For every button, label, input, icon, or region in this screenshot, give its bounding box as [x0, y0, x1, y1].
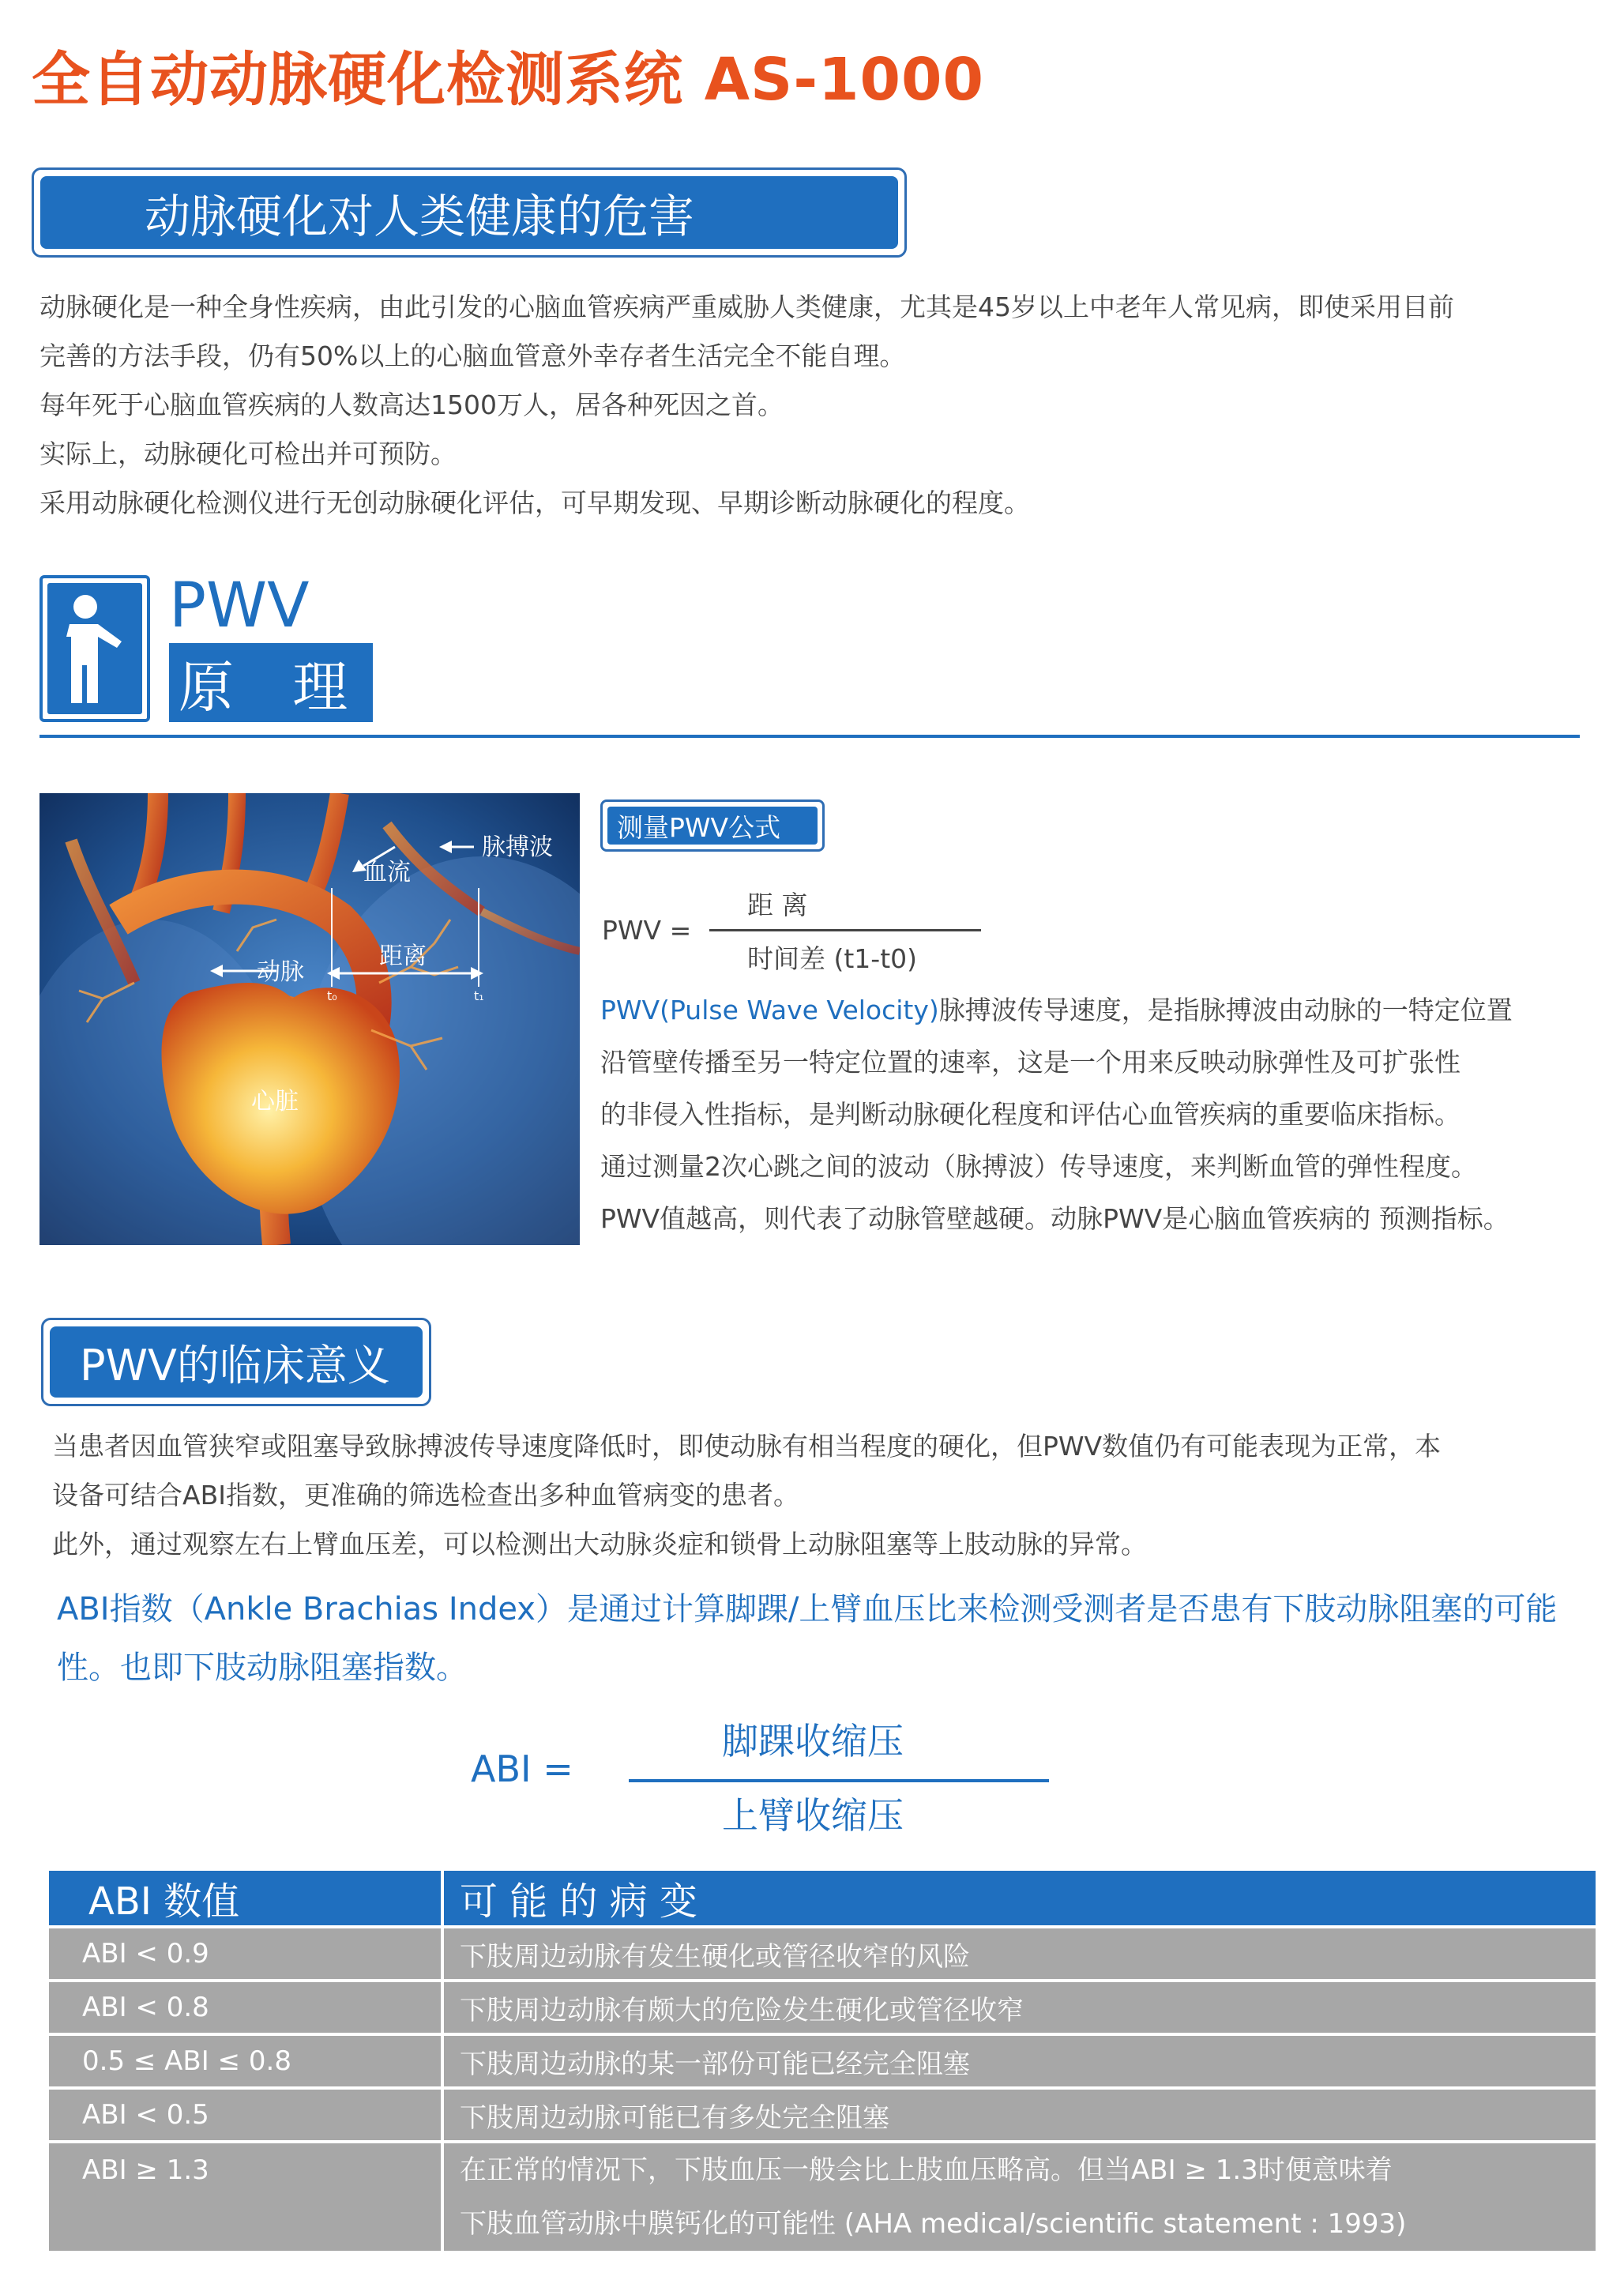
abi-definition-line: ABI指数（Ankle Brachias Index）是通过计算脚踝/上臂血压比来检测受测者是否患有下肢动脉阻塞的可能 [57, 1591, 1558, 1627]
harm-paragraph [39, 283, 1454, 528]
abi-meaning-cell: 下肢周边动脉有发生硬化或管径收窄的风险 [442, 1927, 1596, 1981]
clinical-line: 当患者因血管狭窄或阻塞导致脉搏波传导速度降低时，即使动脉有相当程度的硬化，但PWV数值仍有可能表现为正常，本 [52, 1431, 1442, 1462]
table-row [49, 2142, 1596, 2251]
abi-formula-numerator: 脚踝收缩压 [722, 1720, 904, 1763]
harm-line: 实际上，动脉硬化可检出并可预防。 [39, 438, 457, 469]
blood-flow-label: 血流 [363, 859, 411, 886]
table-row [49, 2034, 1596, 2088]
abi-value-cell: ABI < 0.5 [49, 2088, 442, 2142]
abi-header-value: ABI 数值 [49, 1871, 442, 1927]
harm-line: 采用动脉硬化检测仪进行无创动脉硬化评估，可早期发现、早期诊断动脉硬化的程度。 [39, 487, 1030, 518]
pwv-desc-line: 沿管壁传播至另一特定位置的速率，这是一个用来反映动脉弹性及可扩张性 [600, 1047, 1460, 1078]
principle-label: 原 理 [169, 643, 373, 722]
abi-value-cell: 0.5 ≤ ABI ≤ 0.8 [49, 2034, 442, 2088]
table-row [49, 1927, 1596, 1981]
abi-meaning-line: 下肢血管动脉中膜钙化的可能性 (AHA medical/scientific statement : 1993) [460, 2208, 1407, 2240]
abi-formula-bar [629, 1779, 1049, 1782]
abi-meaning-cell [442, 2142, 1596, 2251]
abi-value-cell: ABI ≥ 1.3 [49, 2142, 442, 2251]
abi-table [49, 1871, 1596, 2251]
heart-artery-illustration [39, 793, 580, 1245]
abi-formula-lhs: ABI = [471, 1748, 573, 1790]
formula-bar [709, 929, 981, 931]
pulse-wave-label: 脉搏波 [482, 833, 553, 861]
harm-line: 完善的方法手段，仍有50%以上的心脑血管意外幸存者生活完全不能自理。 [39, 340, 906, 371]
artery-label: 动脉 [257, 958, 304, 986]
pwv-desc-line: 通过测量2次心跳之间的波动（脉搏波）传导速度，来判断血管的弹性程度。 [600, 1151, 1477, 1182]
pwv-label: PWV [169, 570, 310, 641]
t1-label: t₁ [474, 988, 484, 1003]
clinical-line: 设备可结合ABI指数，更准确的筛选检查出多种血管病变的患者。 [52, 1480, 799, 1511]
section-heading-clinical-label: PWV的临床意义 [50, 1326, 423, 1398]
abi-meaning-cell: 下肢周边动脉的某一部份可能已经完全阻塞 [442, 2034, 1596, 2088]
pwv-desc-text: 脉搏波传导速度，是指脉搏波由动脉的一特定位置 [938, 995, 1513, 1025]
t0-label: t₀ [327, 988, 337, 1003]
table-row [49, 2088, 1596, 2142]
pwv-term: PWV(Pulse Wave Velocity) [600, 995, 939, 1025]
formula-lhs: PWV = [602, 915, 692, 946]
table-row [49, 1981, 1596, 2034]
abi-header-meaning: 可 能 的 病 变 [442, 1871, 1596, 1927]
heart-label: 心脏 [251, 1088, 299, 1116]
abi-value-cell: ABI < 0.9 [49, 1927, 442, 1981]
distance-label: 距离 [379, 942, 427, 970]
section-heading-clinical [41, 1318, 431, 1406]
section-divider [39, 735, 1580, 738]
presenter-icon [55, 589, 134, 708]
pwv-desc-line: PWV值越高，则代表了动脉管壁越硬。动脉PWV是心脑血管疾病的 预测指标。 [600, 1203, 1509, 1234]
abi-table-header [49, 1871, 1596, 1927]
abi-definition [57, 1580, 1557, 1697]
harm-line: 动脉硬化是一种全身性疾病，由此引发的心脑血管疾病严重威胁人类健康，尤其是45岁以上中老年人常见病，即使采用目前 [39, 292, 1454, 322]
clinical-paragraph [52, 1422, 1441, 1569]
abi-definition-line2: 性。也即下肢动脉阻塞指数。 [57, 1650, 468, 1686]
abi-meaning-line: 在正常的情况下，下肢血压一般会比上肢血压略高。但当ABI ≥ 1.3时便意味着 [460, 2154, 1393, 2186]
section-heading-harm-label: 动脉硬化对人类健康的危害 [40, 176, 898, 249]
pwv-description [600, 984, 1513, 1245]
formula-tag [600, 800, 825, 852]
page-title: 全自动动脉硬化检测系统 AS-1000 [32, 46, 984, 114]
abi-value-cell: ABI < 0.8 [49, 1981, 442, 2034]
abi-meaning-cell: 下肢周边动脉可能已有多处完全阻塞 [442, 2088, 1596, 2142]
pwv-desc-line: 的非侵入性指标，是判断动脉硬化程度和评估心血管疾病的重要临床指标。 [600, 1099, 1460, 1130]
harm-line: 每年死于心脑血管疾病的人数高达1500万人，居各种死因之首。 [39, 389, 784, 420]
formula-tag-label: 测量PWV公式 [607, 807, 818, 845]
abi-meaning-cell: 下肢周边动脉有颇大的危险发生硬化或管径收窄 [442, 1981, 1596, 2034]
person-sign-icon [39, 575, 150, 722]
section-heading-harm [32, 167, 907, 258]
abi-formula-denominator: 上臂收缩压 [722, 1794, 904, 1837]
formula-denominator: 时间差 (t1-t0) [747, 943, 918, 974]
formula-numerator: 距 离 [747, 890, 808, 920]
clinical-line: 此外，通过观察左右上臂血压差，可以检测出大动脉炎症和锁骨上动脉阻塞等上肢动脉的异常。 [52, 1529, 1147, 1560]
